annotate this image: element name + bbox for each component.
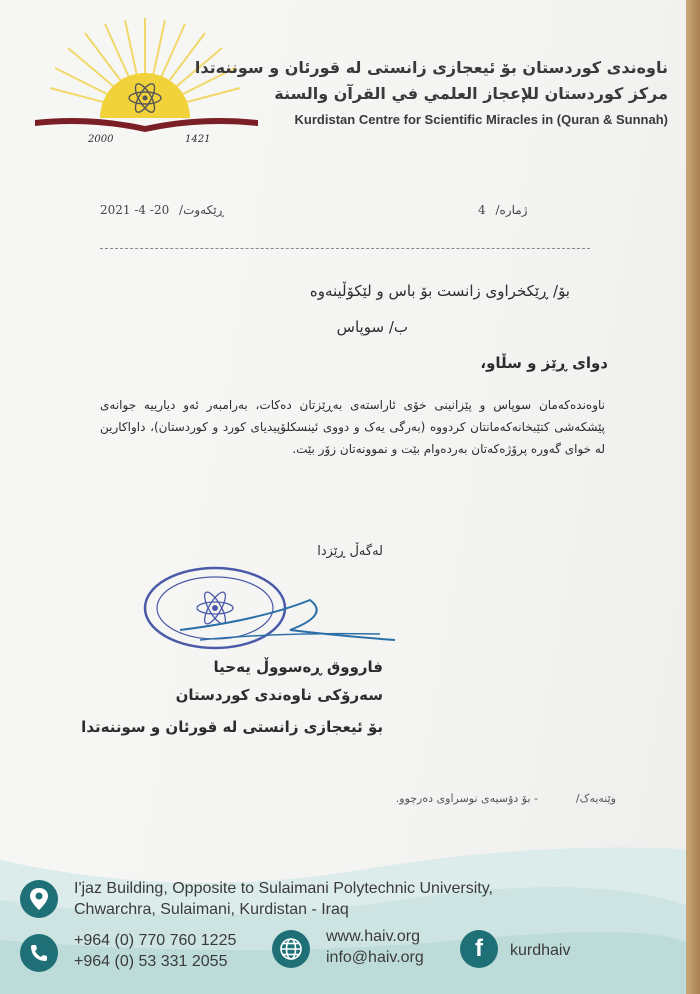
- address-line-1: I'jaz Building, Opposite to Sulaimani Polytechnic University,: [74, 880, 493, 897]
- official-seal: [140, 560, 400, 664]
- header-name-english: Kurdistan Centre for Scientific Miracles in (Quran & Sunnah): [294, 112, 668, 127]
- email-link[interactable]: info@haiv.org: [326, 949, 424, 966]
- letter-number: [478, 203, 527, 217]
- footer-web: [326, 926, 424, 968]
- phone-icon: [20, 934, 58, 972]
- footer-phones: [74, 930, 236, 972]
- phone-number-1[interactable]: +964 (0) 770 760 1225: [74, 932, 237, 949]
- letter-date-label: ڕێکەوت/: [179, 203, 224, 217]
- letter-date: [100, 203, 224, 217]
- table-edge: [686, 0, 700, 994]
- phone-number-2[interactable]: +964 (0) 53 331 2055: [74, 953, 228, 970]
- signatory-organization: بۆ ئیعجازی زانستی لە قورئان و سوننەتدا: [81, 718, 383, 736]
- svg-text:2000: 2000: [88, 134, 114, 145]
- location-pin-icon: [20, 880, 58, 918]
- letter-date-value: 20- 4- 2021: [100, 203, 170, 217]
- header-divider: [100, 248, 590, 249]
- copy-recipient: - بۆ دۆسیەی نوسراوی دەرچوو.: [395, 792, 538, 805]
- footer-address: [74, 878, 493, 920]
- centre-logo: [30, 18, 260, 152]
- globe-icon: [272, 930, 310, 968]
- svg-text:1421: 1421: [185, 134, 211, 145]
- header-name-kurdish: ناوەندی کوردستان بۆ ئیعجازی زانستی لە قورئان و سوننەتدا: [194, 58, 668, 77]
- greeting: دوای ڕێز و سڵاو،: [480, 354, 608, 372]
- signatory-name: فارووق ڕەسووڵ یەحیا: [213, 658, 383, 676]
- facebook-icon: f: [460, 930, 498, 968]
- copy-label: وێنەیەک/: [575, 792, 616, 805]
- letter-number-label: ژمارە/: [495, 203, 528, 217]
- address-line-2: Chwarchra, Sulaimani, Kurdistan - Iraq: [74, 901, 349, 918]
- website-link[interactable]: www.haiv.org: [326, 928, 420, 945]
- facebook-handle[interactable]: kurdhaiv: [510, 942, 571, 959]
- attention-line: ب/ سوپاس: [336, 318, 408, 336]
- letter-number-value: 4: [478, 203, 486, 217]
- signatory-title: سەرۆکی ناوەندی کوردستان: [175, 686, 383, 704]
- closing-line: لەگەڵ ڕێزدا: [317, 544, 383, 559]
- recipient-line: بۆ/ ڕێکخراوی زانست بۆ باس و لێکۆڵینەوە: [309, 282, 570, 300]
- letter-body: ناوەندەکەمان سوپاس و پێزانینی خۆی ئاراستەی بەڕێزتان دەکات، بەرامبەر ئەو دیارییە جوانەی پێشکەشی کتێبخانەکەمانتان کردووە (بەرگی یەک و دووی ئینسکلۆپیدیای کورد و کوردستان)، داواکارین لە خوای گەورە پرۆژەکەتان بەردەوام بێت و نموونەتان زۆر بێت.: [100, 398, 605, 456]
- header-name-arabic: مركز كوردستان للإعجاز العلمي في القرآن والسنة: [274, 84, 668, 103]
